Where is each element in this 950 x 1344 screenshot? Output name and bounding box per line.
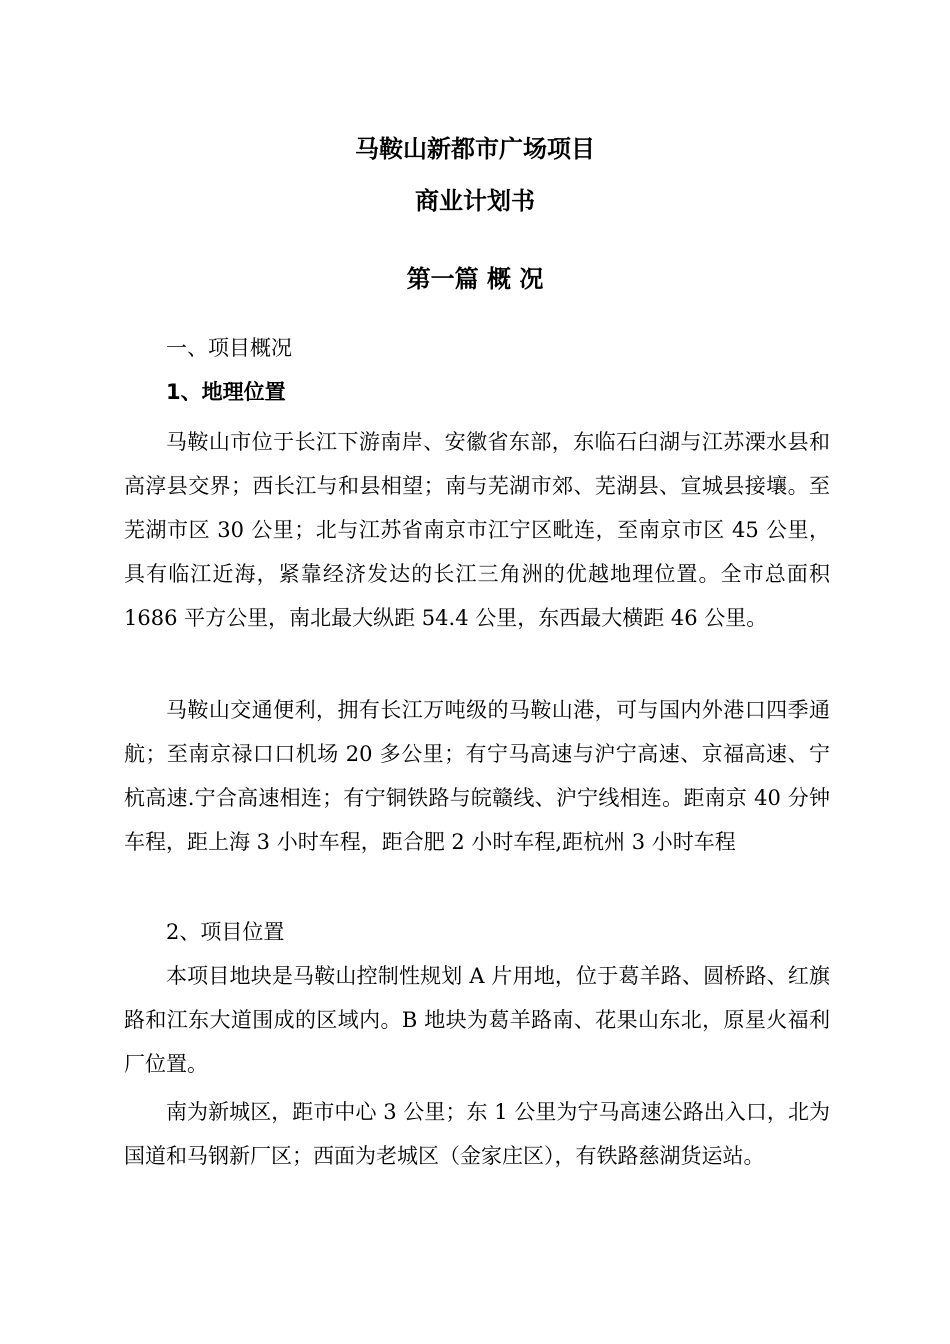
paragraph-surroundings: 南为新城区，距市中心 3 公里；东 1 公里为宁马高速公路出入口，北为国道和马钢新厂区；西面为老城区（金家庄区），有铁路慈湖货运站。 [124, 1100, 830, 1168]
paragraph-site: 本项目地块是马鞍山控制性规划 A 片用地，位于葛羊路、圆桥路、红旗路和江东大道围成的区域内。B 地块为葛羊路南、花果山东北，原星火福利厂位置。 [124, 964, 830, 1076]
paragraph-transport: 马鞍山交通便利，拥有长江万吨级的马鞍山港，可与国内外港口四季通航；至南京禄口口机场 20 多公里；有宁马高速与沪宁高速、京福高速、宁杭高速.宁合高速相连；有宁铜铁路与皖赣线、沪宁线相连。距南京 40 分钟车程，距上海 3 小时车程，距合肥 2 小时车程,距杭州 3 小时车程 [124, 698, 830, 854]
part-title: 第一篇 概 况 [406, 265, 544, 293]
paragraph-geography: 马鞍山市位于长江下游南岸、安徽省东部，东临石臼湖与江苏溧水县和高淳县交界；西长江与和县相望；南与芜湖市郊、芜湖县、宣城县接壤。至芜湖市区 30 公里；北与江苏省南京市江宁区毗连，至南京市区 45 公里，具有临江近海，紧靠经济发达的长江三角洲的优越地理位置。全市总面积 1686 平方公里，南北最大纵距 54.4 公里，东西最大横距 46 公里。 [124, 430, 830, 630]
subsection-heading-project-location: 2、项目位置 [166, 920, 285, 944]
section-heading: 一、项目概况 [166, 336, 292, 360]
subsection-heading-location: 1、地理位置 [166, 380, 286, 404]
document-subtitle: 商业计划书 [415, 187, 535, 215]
document-title: 马鞍山新都市广场项目 [355, 135, 595, 163]
